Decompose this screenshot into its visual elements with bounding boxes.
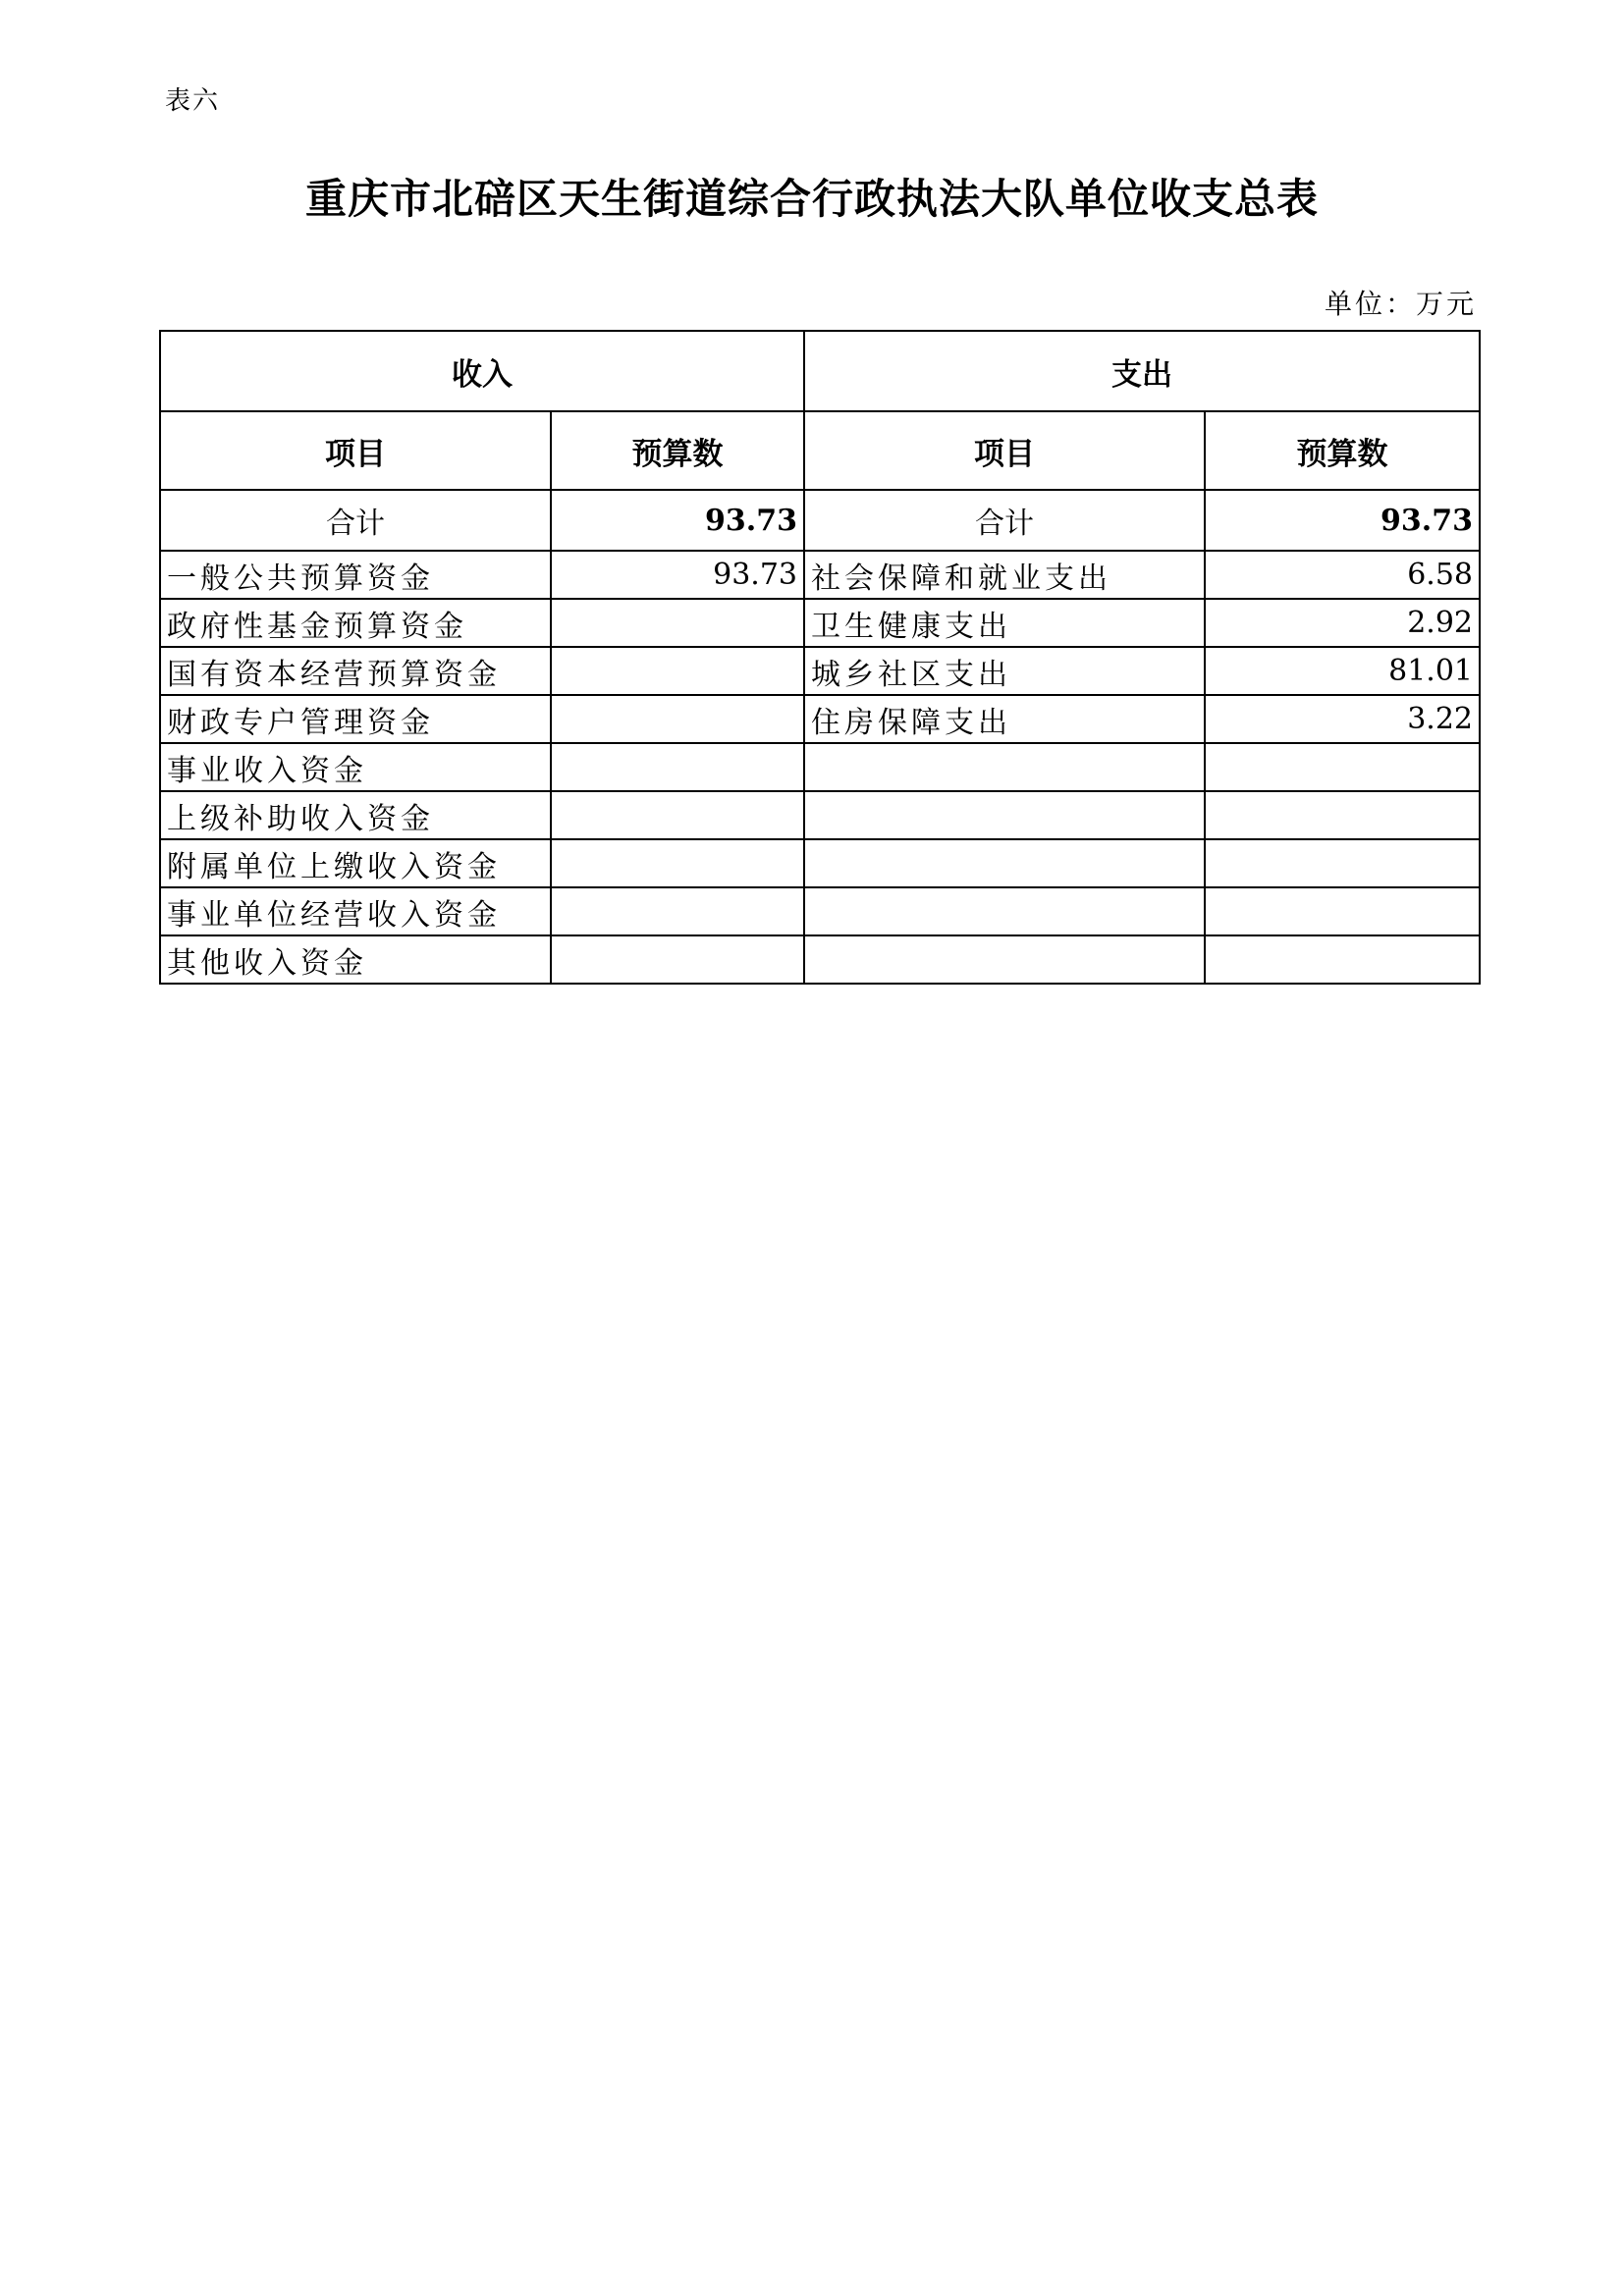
income-item-cell: 政府性基金预算资金 xyxy=(160,599,551,647)
table-row xyxy=(160,935,1480,984)
expense-item-cell xyxy=(804,791,1205,839)
income-value-cell xyxy=(551,599,804,647)
table-row xyxy=(160,551,1480,599)
income-item-cell: 一般公共预算资金 xyxy=(160,551,551,599)
table-label: 表六 xyxy=(165,86,221,116)
unit-label: 单位：万元 xyxy=(1324,288,1477,320)
column-header-row xyxy=(160,411,1480,490)
income-item-cell: 上级补助收入资金 xyxy=(160,791,551,839)
expense-value-cell: 2.92 xyxy=(1205,599,1480,647)
table-row xyxy=(160,887,1480,935)
expense-value-cell xyxy=(1205,791,1480,839)
expense-header: 支出 xyxy=(804,331,1480,411)
income-item-cell: 事业收入资金 xyxy=(160,743,551,791)
income-item-cell: 附属单位上缴收入资金 xyxy=(160,839,551,887)
income-value-cell xyxy=(551,695,804,743)
expense-item-cell: 城乡社区支出 xyxy=(804,647,1205,695)
document-title: 重庆市北碚区天生街道综合行政执法大队单位收支总表 xyxy=(304,175,1319,223)
expense-budget-column-header: 预算数 xyxy=(1205,411,1480,490)
income-value-cell xyxy=(551,791,804,839)
income-item-cell: 事业单位经营收入资金 xyxy=(160,887,551,935)
section-header-row xyxy=(160,331,1480,411)
expense-total-value: 93.73 xyxy=(1205,490,1480,551)
expense-item-cell: 住房保障支出 xyxy=(804,695,1205,743)
expense-value-cell xyxy=(1205,743,1480,791)
expense-value-cell xyxy=(1205,887,1480,935)
expense-item-cell xyxy=(804,887,1205,935)
table-row xyxy=(160,647,1480,695)
income-value-cell xyxy=(551,935,804,984)
table-row xyxy=(160,599,1480,647)
income-item-cell: 其他收入资金 xyxy=(160,935,551,984)
income-item-cell: 国有资本经营预算资金 xyxy=(160,647,551,695)
expense-value-cell xyxy=(1205,839,1480,887)
income-header: 收入 xyxy=(160,331,804,411)
income-total-value: 93.73 xyxy=(551,490,804,551)
expense-item-cell xyxy=(804,743,1205,791)
expense-value-cell: 6.58 xyxy=(1205,551,1480,599)
expense-item-cell xyxy=(804,935,1205,984)
expense-value-cell: 81.01 xyxy=(1205,647,1480,695)
income-value-cell xyxy=(551,887,804,935)
expense-item-cell xyxy=(804,839,1205,887)
expense-item-cell: 卫生健康支出 xyxy=(804,599,1205,647)
table-row xyxy=(160,791,1480,839)
expense-item-column-header: 项目 xyxy=(804,411,1205,490)
total-row xyxy=(160,490,1480,551)
expense-value-cell xyxy=(1205,935,1480,984)
income-value-cell xyxy=(551,839,804,887)
income-total-label: 合计 xyxy=(160,490,551,551)
expense-value-cell: 3.22 xyxy=(1205,695,1480,743)
budget-summary-table xyxy=(159,330,1481,985)
income-value-cell: 93.73 xyxy=(551,551,804,599)
income-item-cell: 财政专户管理资金 xyxy=(160,695,551,743)
table-row xyxy=(160,743,1480,791)
income-value-cell xyxy=(551,647,804,695)
expense-total-label: 合计 xyxy=(804,490,1205,551)
income-item-column-header: 项目 xyxy=(160,411,551,490)
expense-item-cell: 社会保障和就业支出 xyxy=(804,551,1205,599)
income-value-cell xyxy=(551,743,804,791)
table-row xyxy=(160,839,1480,887)
table-row xyxy=(160,695,1480,743)
income-budget-column-header: 预算数 xyxy=(551,411,804,490)
